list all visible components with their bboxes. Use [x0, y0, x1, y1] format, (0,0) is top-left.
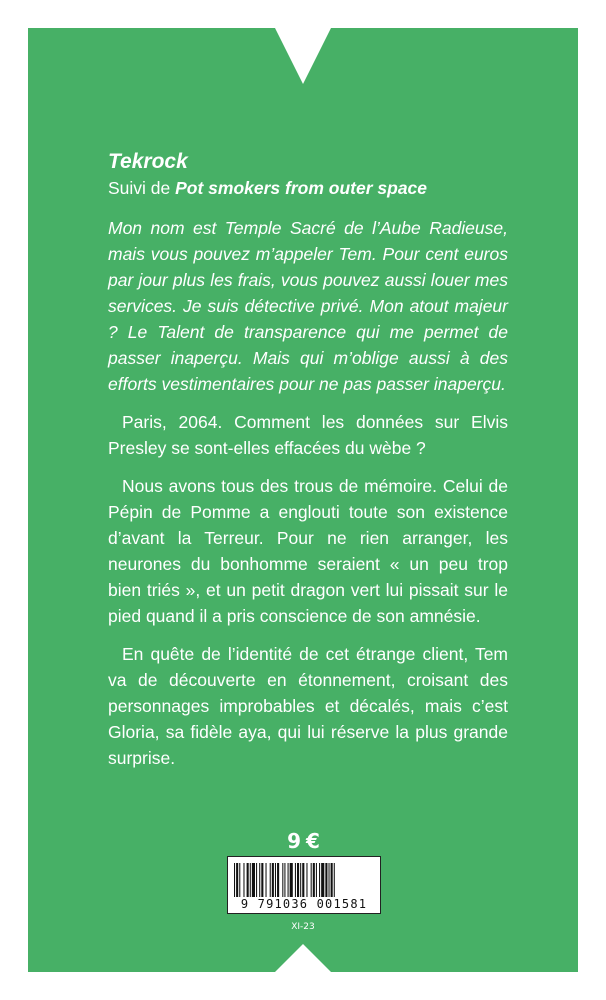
- top-notch: [275, 28, 331, 84]
- barcode-bar: [329, 863, 330, 897]
- barcode-bar: [300, 863, 301, 897]
- barcode-bar: [331, 863, 333, 897]
- barcode-bar: [234, 863, 235, 897]
- barcode-bar: [236, 863, 238, 897]
- barcode-bar: [316, 863, 317, 897]
- barcode-bar: [261, 863, 263, 897]
- barcode-bar: [259, 863, 260, 897]
- barcode-bar: [284, 863, 285, 897]
- book-title: Tekrock: [108, 150, 188, 173]
- bottom-notch: [275, 944, 331, 972]
- barcode-bar: [277, 863, 279, 897]
- edition-code: XI-23: [291, 922, 315, 932]
- barcode-bar: [325, 863, 327, 897]
- barcode-bar: [270, 863, 271, 897]
- barcode-bar: [297, 863, 299, 897]
- blurb-paragraph-2: Nous avons tous des trous de mémoire. Celui de Pépin de Pomme a englouti toute son existence d’avant la Terreur. Pour ne rien arranger, les neurones du bonhomme seraient « un peu trop bien triés », et un petit dragon vert lui pissait sur le pied quand il a pris conscience de son amnésie.: [108, 476, 508, 626]
- barcode-bar: [295, 863, 296, 897]
- blurb-content: [108, 150, 508, 771]
- barcode-bar: [282, 863, 283, 897]
- barcode-bar: [319, 863, 320, 897]
- book-subtitle: [108, 177, 508, 199]
- barcode-bar: [313, 863, 315, 897]
- barcode-bar: [250, 863, 251, 897]
- barcode-bar: [306, 863, 307, 897]
- isbn-number: 9 791036 001581: [240, 897, 368, 911]
- barcode-bar: [247, 863, 249, 897]
- barcode-bar: [288, 863, 289, 897]
- barcode-bar: [321, 863, 324, 897]
- barcode-bar: [272, 863, 274, 897]
- barcode-bar: [256, 863, 257, 897]
- barcode-bar: [252, 863, 255, 897]
- blurb-paragraph-1: Paris, 2064. Comment les données sur Elvis Presley se sont-elles effacées du wèbe ?: [108, 412, 508, 458]
- barcode-bar: [275, 863, 276, 897]
- barcode-bar: [290, 863, 293, 897]
- subtitle-prefix: Suivi de: [108, 178, 176, 198]
- barcode-bar: [302, 863, 304, 897]
- barcode-bar: [266, 863, 267, 897]
- barcode-bar: [311, 863, 312, 897]
- intro-paragraph: Mon nom est Temple Sacré de l’Aube Radieuse, mais vous pouvez m’appeler Tem. Pour cent euros par jour plus les frais, vous pouvez aussi louer mes services. Je suis détective privé. Mon atout majeur ? Le Talent de transparence qui me permet de passer inaperçu. Mais qui m’oblige aussi à des efforts vestimentaires pour ne pas passer inaperçu.: [108, 218, 508, 394]
- barcode-bar: [239, 863, 240, 897]
- barcode-bar: [243, 863, 244, 897]
- blurb-paragraph-3: En quête de l’identité de cet étrange client, Tem va de découverte en étonnement, croisant des personnages improbables et décalés, mais c’est Gloria, sa fidèle aya, qui lui réserve la plus grande surprise.: [108, 644, 508, 768]
- barcode-bar: [334, 863, 335, 897]
- barcode-bars: [234, 863, 374, 897]
- price-label: 9 €: [287, 829, 319, 853]
- subtitle-title: Pot smokers from outer space: [175, 178, 428, 198]
- isbn-barcode: [227, 856, 381, 914]
